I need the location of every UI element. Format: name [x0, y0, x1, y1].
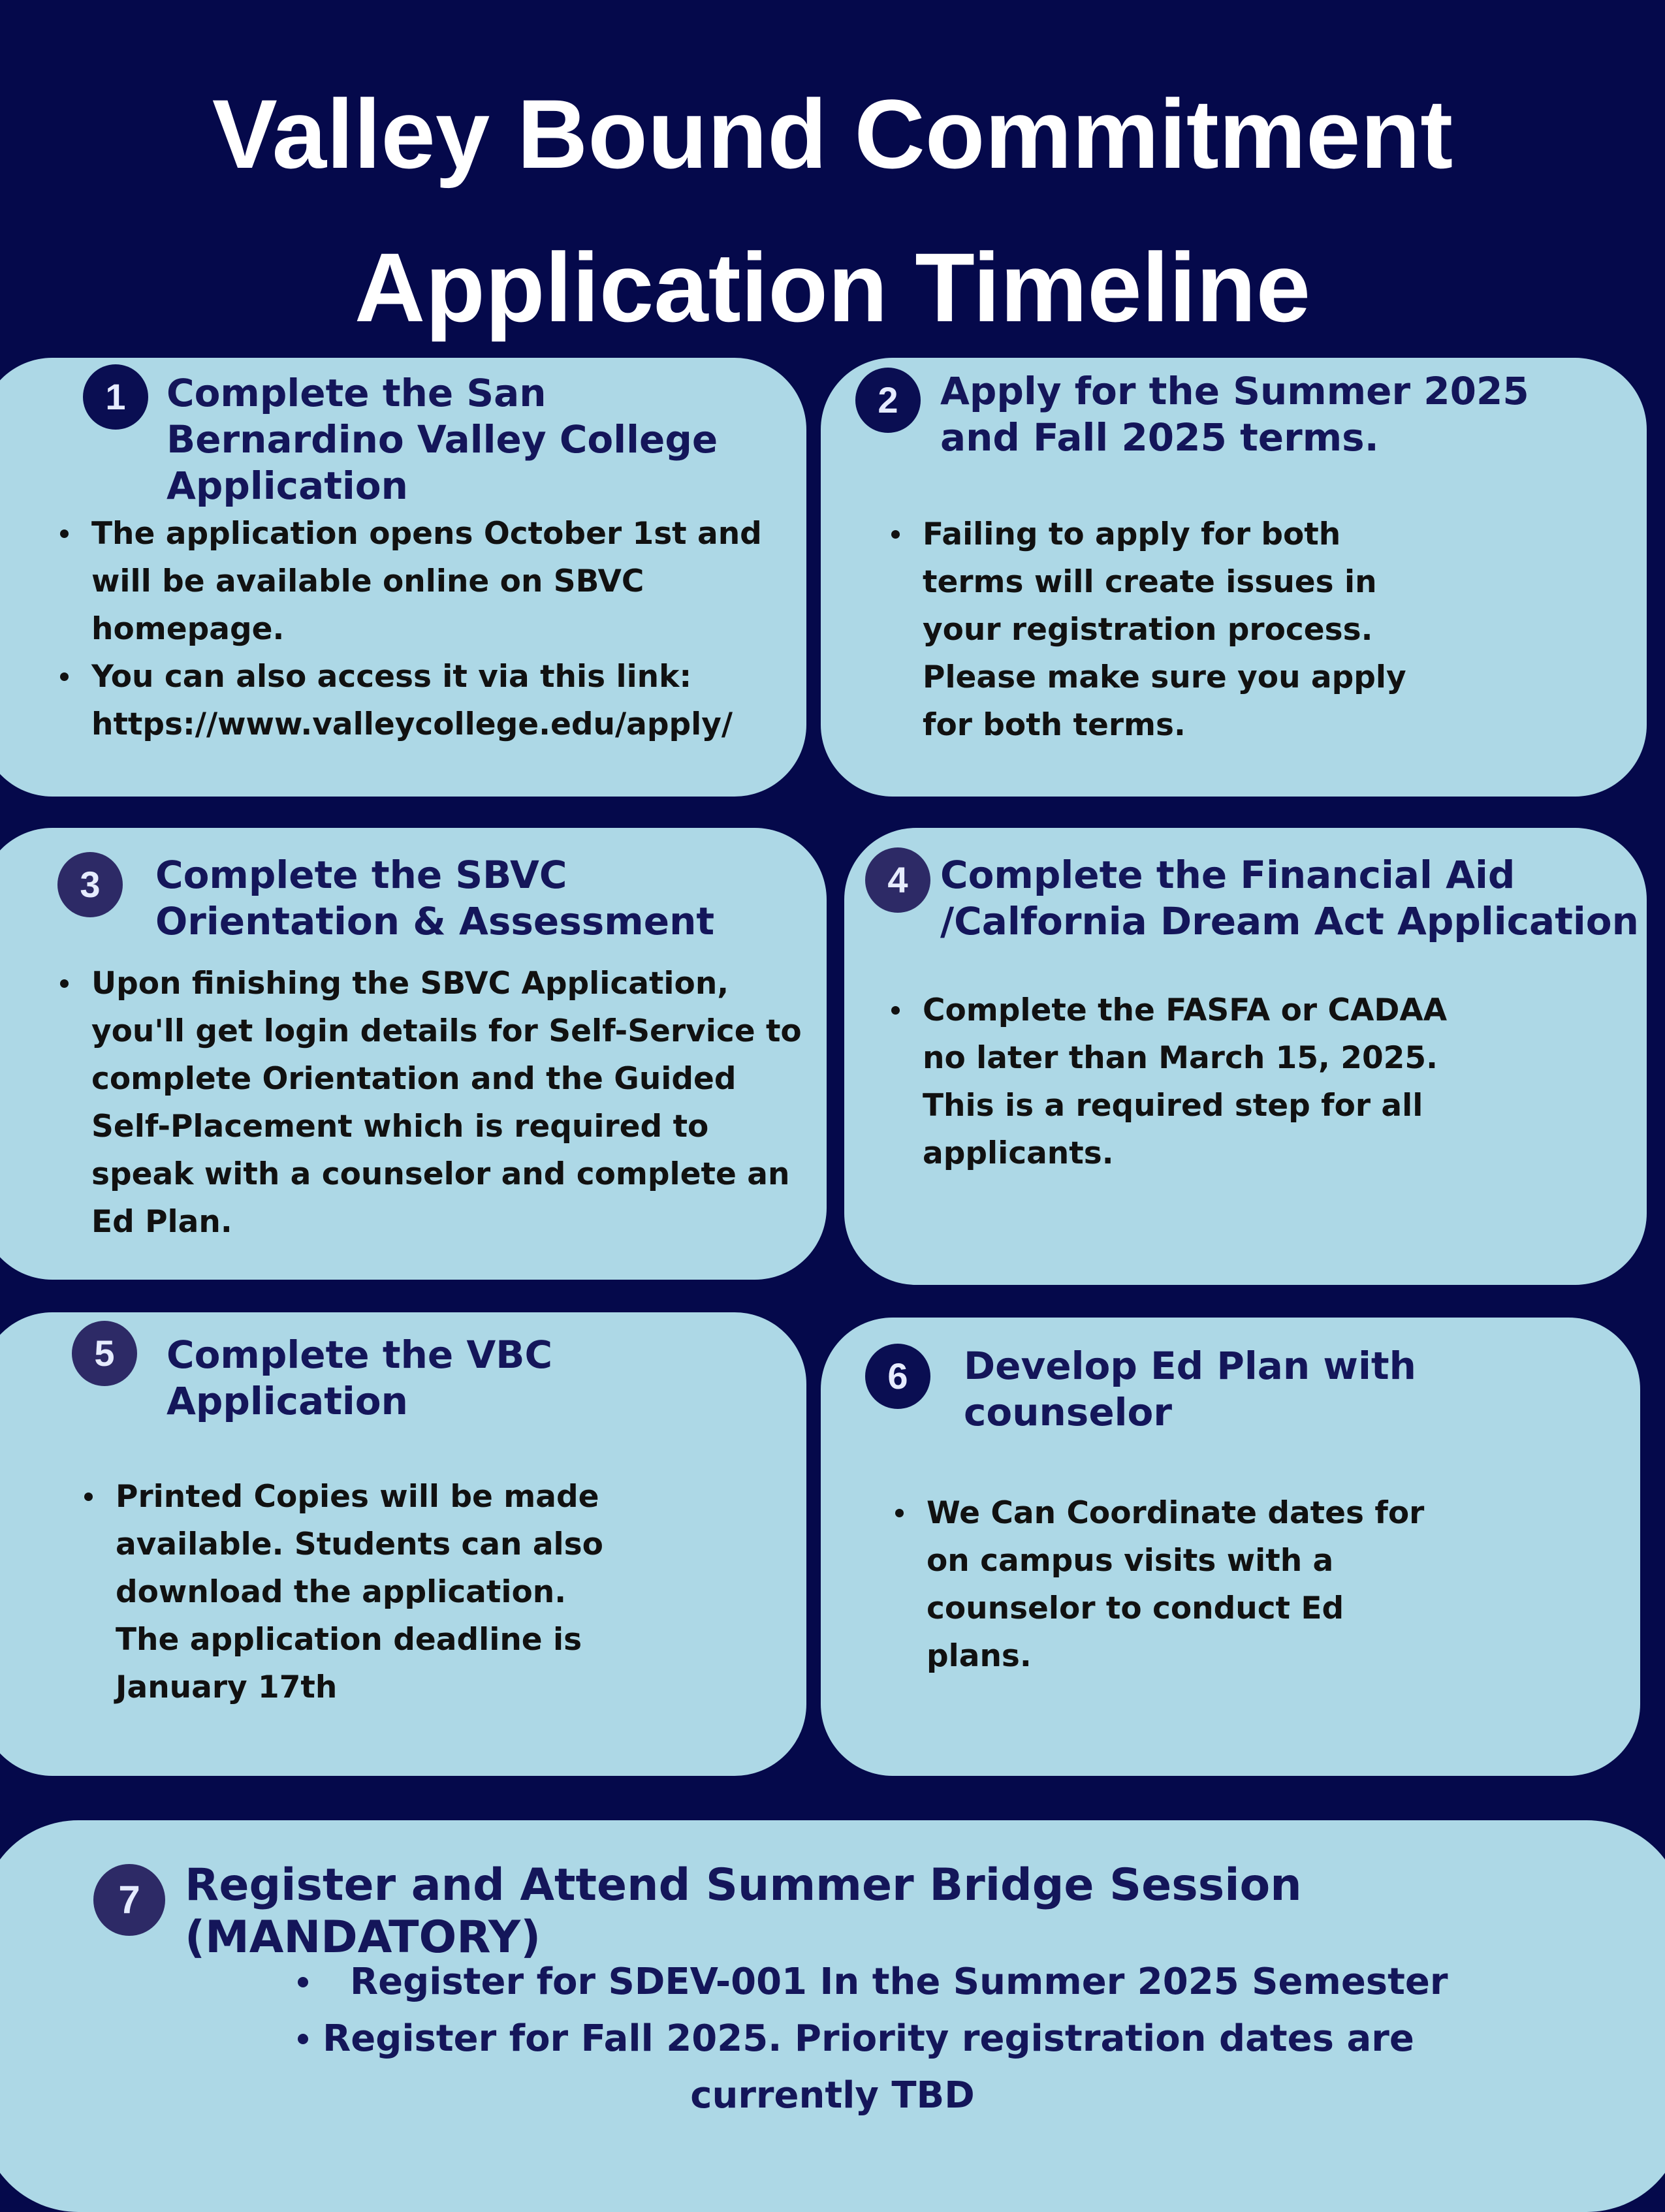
step-number-badge-2: 2: [855, 368, 921, 433]
step-number-badge-6: 6: [865, 1344, 930, 1409]
step-title-7: Register and Attend Summer Bridge Session (MANDATORY): [185, 1859, 1302, 1963]
step-bullets-1: [59, 510, 762, 748]
step-bullets-7: [0, 1953, 1665, 2124]
step-title-3: Complete the SBVC Orientation & Assessment: [155, 853, 715, 943]
step-number-badge-4: 4: [865, 847, 930, 913]
bullet-item: Complete the FASFA or CADAA no later than March 15, 2025. This is a required step for all applicants.: [890, 987, 1447, 1177]
step-title-5: Complete the VBC Application: [166, 1333, 553, 1423]
bullet-item: Upon finishing the SBVC Application, you'll get login details for Self-Service to complete Orientation and the Guided Self-Placement which is required to speak with a counselor and complete an Ed Plan.: [59, 960, 802, 1246]
step-title-4: Complete the Financial Aid /Calfornia Dream Act Application: [940, 853, 1639, 943]
step-bullets-4: [890, 987, 1447, 1177]
step-number-badge-5: 5: [72, 1321, 137, 1386]
step-number-badge-7: 7: [93, 1864, 165, 1936]
step-bullets-3: [59, 960, 802, 1246]
step-bullets-2: [890, 511, 1406, 749]
page-title-line-1: Valley Bound Commitment: [212, 79, 1453, 189]
bullet-item: The application opens October 1st and will be available online on SBVC homepage.: [59, 510, 762, 653]
step-bullets-6: [894, 1489, 1424, 1680]
bullet-item: Register for Fall 2025. Priority registration dates are currently TBD: [0, 2010, 1665, 2124]
bullet-item: We Can Coordinate dates for on campus visits with a counselor to conduct Ed plans.: [894, 1489, 1424, 1680]
step-number-badge-3: 3: [57, 852, 123, 917]
step-number-badge-1: 1: [83, 364, 148, 430]
page-title-line-2: Application Timeline: [354, 232, 1311, 342]
bullet-item: Failing to apply for both terms will create issues in your registration process. Please make sure you apply for both terms.: [890, 511, 1406, 749]
bullet-item: You can also access it via this link: https://www.valleycollege.edu/apply/: [59, 653, 762, 748]
step-title-2: Apply for the Summer 2025 and Fall 2025 terms.: [940, 369, 1529, 460]
bullet-item: Register for SDEV-001 In the Summer 2025 Semester: [0, 1953, 1665, 2010]
step-bullets-5: [83, 1473, 603, 1711]
step-title-6: Develop Ed Plan with counselor: [964, 1344, 1416, 1434]
bullet-item: Printed Copies will be made available. Students can also download the application. The application deadline is January 17th: [83, 1473, 603, 1711]
bullet-dot: [298, 1977, 308, 1987]
step-title-1: Complete the San Bernardino Valley College Application: [166, 371, 718, 508]
